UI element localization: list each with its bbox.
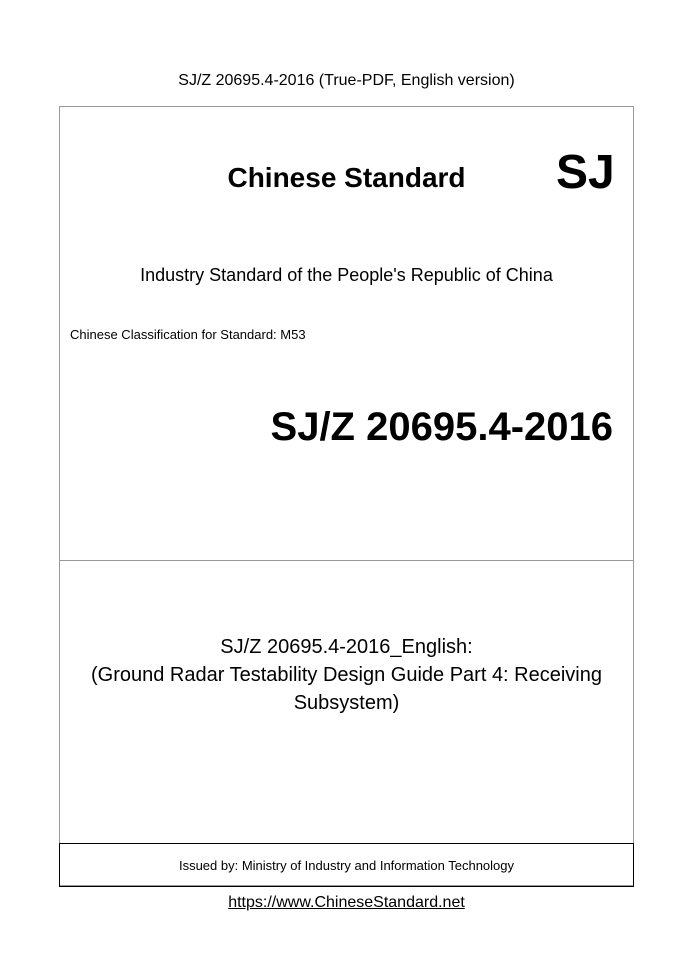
page-header: SJ/Z 20695.4-2016 (True-PDF, English version) bbox=[178, 72, 515, 89]
document-title-line1: SJ/Z 20695.4-2016_English: bbox=[220, 636, 473, 658]
classification-line: Chinese Classification for Standard: M53 bbox=[70, 327, 306, 342]
cover-title: Chinese Standard bbox=[227, 162, 466, 193]
cover-frame bbox=[59, 106, 634, 886]
issuer-box bbox=[59, 843, 634, 887]
issuer-text: Issued by: Ministry of Industry and Information Technology bbox=[178, 857, 515, 873]
standard-number: SJ/Z 20695.4-2016 bbox=[270, 405, 613, 449]
document-title-line2: (Ground Radar Testability Design Guide Part 4: Receiving Subsystem) bbox=[91, 664, 602, 714]
standard-mark: SJ bbox=[556, 146, 615, 199]
document-title bbox=[70, 633, 623, 717]
industry-line: Industry Standard of the People's Republic of China bbox=[140, 265, 553, 285]
cover-divider bbox=[59, 560, 634, 561]
website-link[interactable]: https://www.ChineseStandard.net bbox=[228, 894, 465, 911]
